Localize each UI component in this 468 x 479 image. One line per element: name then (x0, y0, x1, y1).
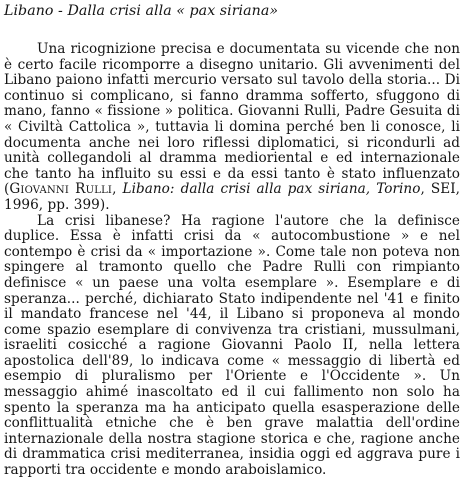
book-author: Giovanni Rulli (9, 181, 113, 198)
book-publisher: , SEI, 1996, pp. 399). (4, 181, 461, 213)
page-title: Libano - Dalla crisi alla « pax siriana» (4, 3, 279, 19)
paragraph-review-intro (4, 42, 460, 214)
book-title: Libano: dalla crisi alla pax siriana, Torino (122, 181, 421, 198)
paragraph-crisis-analysis: La crisi libanese? Ha ragione l'autore che la definisce duplice. Essa è infatti crisi da « autocombustione » e nel contempo è crisi da « importazione ». Come tale non poteva non spingere al tramonto quello che Padre Rulli con rimpianto definisce « un paese una volta esemplare ». Esemplare e di speranza... perché, dichiarato Stato indipendente nel '41 e finito il mandato francese nel '44, il Libano si proponeva al mondo come spazio esemplare di convivenza tra cristiani, mussulmani, israeliti cosicché a ragione Giovanni Paolo II, nella lettera apostolica dell'89, lo indicava come « messaggio di libertà ed esempio di pluralismo per l'Oriente e l'Occidente ». Un messaggio ahimé inascoltato ed il cui fallimento non solo ha spento la speranza ma ha anticipato quella esasperazione delle conflittualità etniche che è ben grave malattia dell'ordine internazionale della nostra stagione storica e che, ragione anche di drammatica crisi mediterranea, insidia oggi ed aggrava pure i rapporti tra occidente e mondo araboislamico. (4, 212, 460, 479)
paragraph-1-text: Una ricognizione precisa e documentata su vicende che non è certo facile ricomporre a disegno unitario. Gli avvenimenti del Libano paiono infatti mercurio versato sul tavolo della storia... Di continuo si complicano, si fanno dramma sofferto, sfuggono di mano, fanno « fissione » politica. Giovanni Rulli, Padre Gesuita di « Civiltà Cattolica », tuttavia li domina perché ben li conosce, li documenta anche nei loro riflessi diplomatici, si ricondurli ad unità collegandoli al dramma medioriental e ed internazionale che tanto ha influito su essi e da essi tanto è stato influenzato ( (4, 41, 460, 198)
article-body (4, 42, 460, 479)
citation-separator: , (112, 181, 123, 198)
